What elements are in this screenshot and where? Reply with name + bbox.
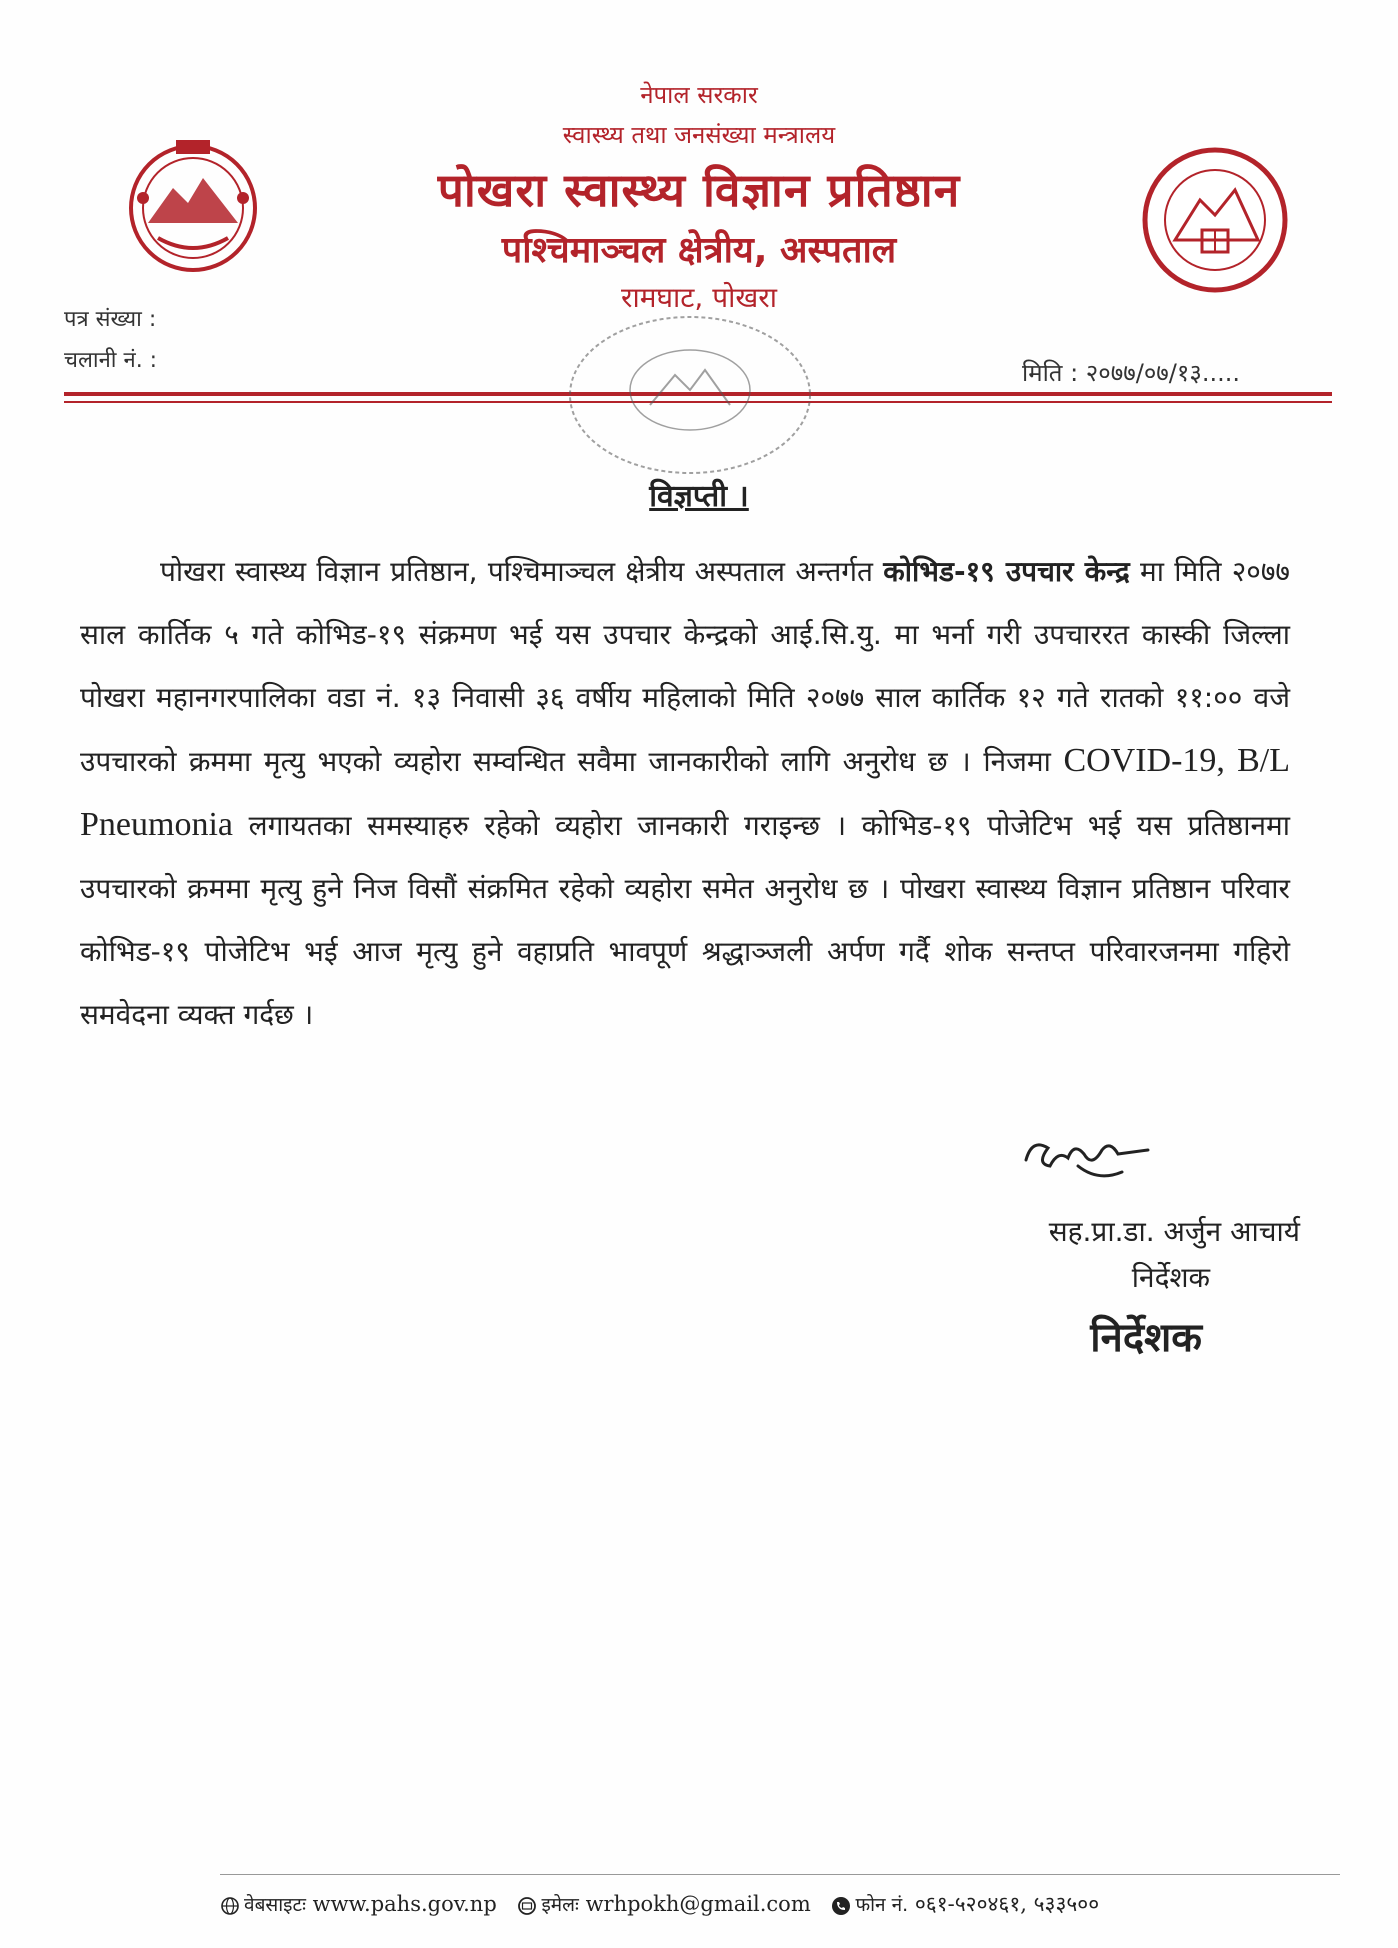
phone-icon [831,1896,851,1916]
website-link[interactable]: www.pahs.gov.np [312,1892,497,1916]
hospital-name: पश्चिमाञ्चल क्षेत्रीय, अस्पताल [501,230,897,271]
ministry-line: स्वास्थ्य तथा जनसंख्या मन्त्रालय [562,121,836,149]
footer-divider [220,1874,1340,1875]
notice-text-1: पोखरा स्वास्थ्य विज्ञान प्रतिष्ठान, पश्चिमाञ्चल क्षेत्रीय अस्पताल अन्तर्गत [160,555,884,588]
notice-body [80,540,1290,1046]
signature-scribble [1018,1120,1158,1190]
phone-number: ०६१-५२०४६१, ५३३५०० [914,1892,1100,1916]
website-label: वेबसाइटः [244,1894,306,1916]
email-label: इमेलः [541,1894,579,1916]
official-stamp [560,310,820,480]
letter-number-label: पत्र संख्या : [64,307,157,332]
dispatch-number-label: चलानी नं. : [64,348,158,373]
phone-label: फोन नं. [855,1894,909,1916]
diagnosis-text: COVID-19, B/L Pneumonia [80,742,1290,843]
location-line: रामघाट, पोखरा [621,281,777,314]
signer-name: सह.प्रा.डा. अर्जुन आचार्य [1048,1215,1300,1248]
email-icon [517,1896,537,1916]
covid-centre-name: कोभिड-१९ उपचार केन्द्र [883,555,1130,588]
footer-contact [220,1890,1099,1918]
notice-text-2: मा मिति २०७७ साल कार्तिक ५ गते कोभिड-१९ संक्रमण भई यस उपचार केन्द्रको आई.सि.यु. मा भर्ना गरी उपचाररत कास्की जिल्ला पोखरा महानगरपालिका वडा नं. १३ निवासी ३६ वर्षीय महिलाको मिति २०७७ साल कार्तिक १२ गते रातको ११:०० वजे उपचारको क्रममा मृत्यु भएको व्यहोरा सम्वन्धित सवैमा जानकारीको लागि अनुरोध छ । निजमा [80,555,1290,778]
notice-title: विज्ञप्ती । [649,479,749,514]
notice-paragraph [80,540,1290,1046]
signer-title: निर्देशक [1131,1261,1210,1294]
email-link[interactable]: wrhpokh@gmail.com [585,1892,811,1916]
institution-name: पोखरा स्वास्थ्य विज्ञान प्रतिष्ठान [437,163,961,217]
notice-text-3: लगायतका समस्याहरु रहेको व्यहोरा जानकारी गराइन्छ । कोभिड-१९ पोजेटिभ भई यस प्रतिष्ठानमा उपचारको क्रममा मृत्यु हुने निज विसौं संक्रमित रहेको व्यहोरा समेत अनुरोध छ । पोखरा स्वास्थ्य विज्ञान प्रतिष्ठान परिवार कोभिड-१९ पोजेटिभ भई आज मृत्यु हुने वहाप्रति भावपूर्ण श्रद्धाञ्जली अर्पण गर्दै शोक सन्तप्त परिवारजनमा गहिरो समवेदना व्यक्त गर्दछ । [80,809,1290,1031]
signer-title-stamp: निर्देशक [1090,1315,1202,1361]
date-line: मिति : २०७७/०७/१३..... [1022,359,1240,387]
government-line: नेपाल सरकार [640,81,758,109]
globe-icon [220,1896,240,1916]
